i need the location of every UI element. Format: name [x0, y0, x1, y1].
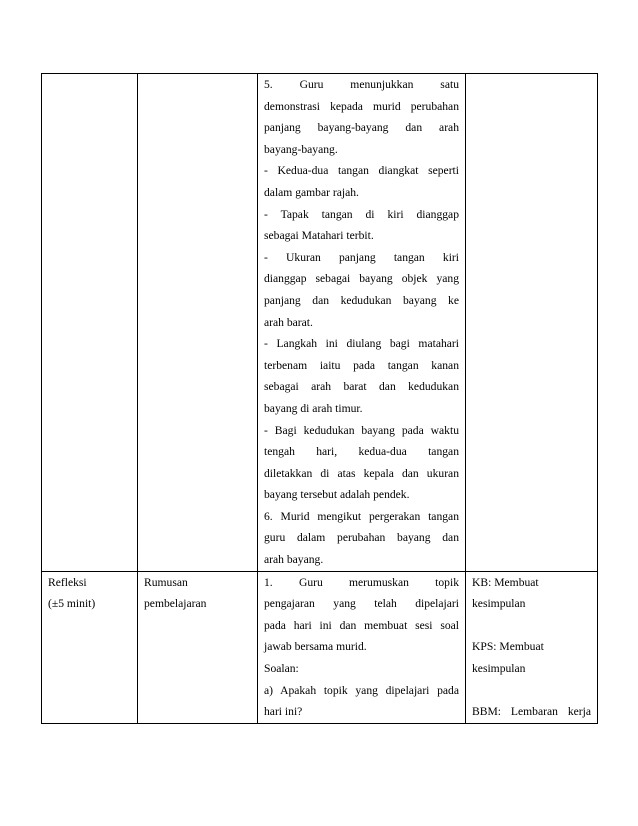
content-cell	[138, 74, 258, 572]
stage-cell	[42, 74, 138, 572]
activity-line: sebagai arah barat dan kedudukan	[264, 380, 459, 394]
stage-label: Refleksi	[48, 575, 87, 589]
activity-line: dianggap sebagai bayang objek yang	[264, 272, 459, 286]
activity-cell	[258, 74, 466, 572]
activity-line: a) Apakah topik yang dipelajari pada	[264, 683, 459, 697]
table-row	[42, 74, 598, 572]
bbm-label: BBM: Lembaran kerja	[472, 705, 591, 719]
activity-line: arah barat.	[264, 315, 313, 329]
activity-line: 5. Guru menunjukkan satu	[264, 78, 459, 91]
activity-line: demonstrasi kepada murid perubahan	[264, 99, 459, 113]
spacer	[472, 680, 591, 702]
notes-cell	[466, 571, 598, 723]
activity-line: - Ukuran panjang tangan kiri	[264, 250, 459, 264]
kb-label: KB: Membuat	[472, 575, 539, 589]
stage-duration: (±5 minit)	[48, 597, 96, 611]
kps-value: kesimpulan	[472, 662, 526, 676]
activity-line: dalam gambar rajah.	[264, 185, 359, 199]
activity-line: panjang dan kedudukan bayang ke	[264, 293, 459, 307]
activity-line: pengajaran yang telah dipelajari	[264, 597, 459, 611]
table-row	[42, 571, 598, 723]
activity-line: terbenam iaitu pada tangan kanan	[264, 358, 459, 372]
activity-line: 6. Murid mengikut pergerakan tangan	[264, 509, 459, 523]
activity-line: jawab bersama murid.	[264, 640, 367, 654]
activity-line: tengah hari, kedua-dua tangan	[264, 445, 459, 459]
activity-line: panjang bayang-bayang dan arah	[264, 121, 459, 135]
notes-cell	[466, 74, 598, 572]
activity-line: bayang-bayang.	[264, 142, 338, 156]
activity-line: sebagai Matahari terbit.	[264, 229, 374, 243]
content-label: pembelajaran	[144, 597, 207, 611]
activity-line: pada hari ini dan membuat sesi soal	[264, 618, 459, 632]
activity-line: - Kedua-dua tangan diangkat seperti	[264, 164, 459, 178]
activity-line: guru dalam perubahan bayang dan	[264, 531, 459, 545]
activity-line: - Tapak tangan di kiri dianggap	[264, 207, 459, 221]
activity-line: arah bayang.	[264, 553, 324, 567]
activity-line: 1. Guru merumuskan topik	[264, 575, 459, 589]
activity-line: hari ini?	[264, 705, 303, 719]
kb-value: kesimpulan	[472, 597, 526, 611]
activity-line: diletakkan di atas kepala dan ukuran	[264, 466, 459, 480]
content-label: Rumusan	[144, 575, 188, 589]
spacer	[472, 615, 591, 637]
activity-line: - Langkah ini diulang bagi matahari	[264, 337, 459, 351]
activity-line: bayang tersebut adalah pendek.	[264, 488, 410, 502]
kps-label: KPS: Membuat	[472, 640, 544, 654]
activity-line: bayang di arah timur.	[264, 401, 363, 415]
stage-cell	[42, 571, 138, 723]
lesson-plan-table	[41, 73, 598, 724]
activity-line: Soalan:	[264, 662, 299, 676]
activity-line: - Bagi kedudukan bayang pada waktu	[264, 423, 459, 437]
content-cell	[138, 571, 258, 723]
activity-cell	[258, 571, 466, 723]
